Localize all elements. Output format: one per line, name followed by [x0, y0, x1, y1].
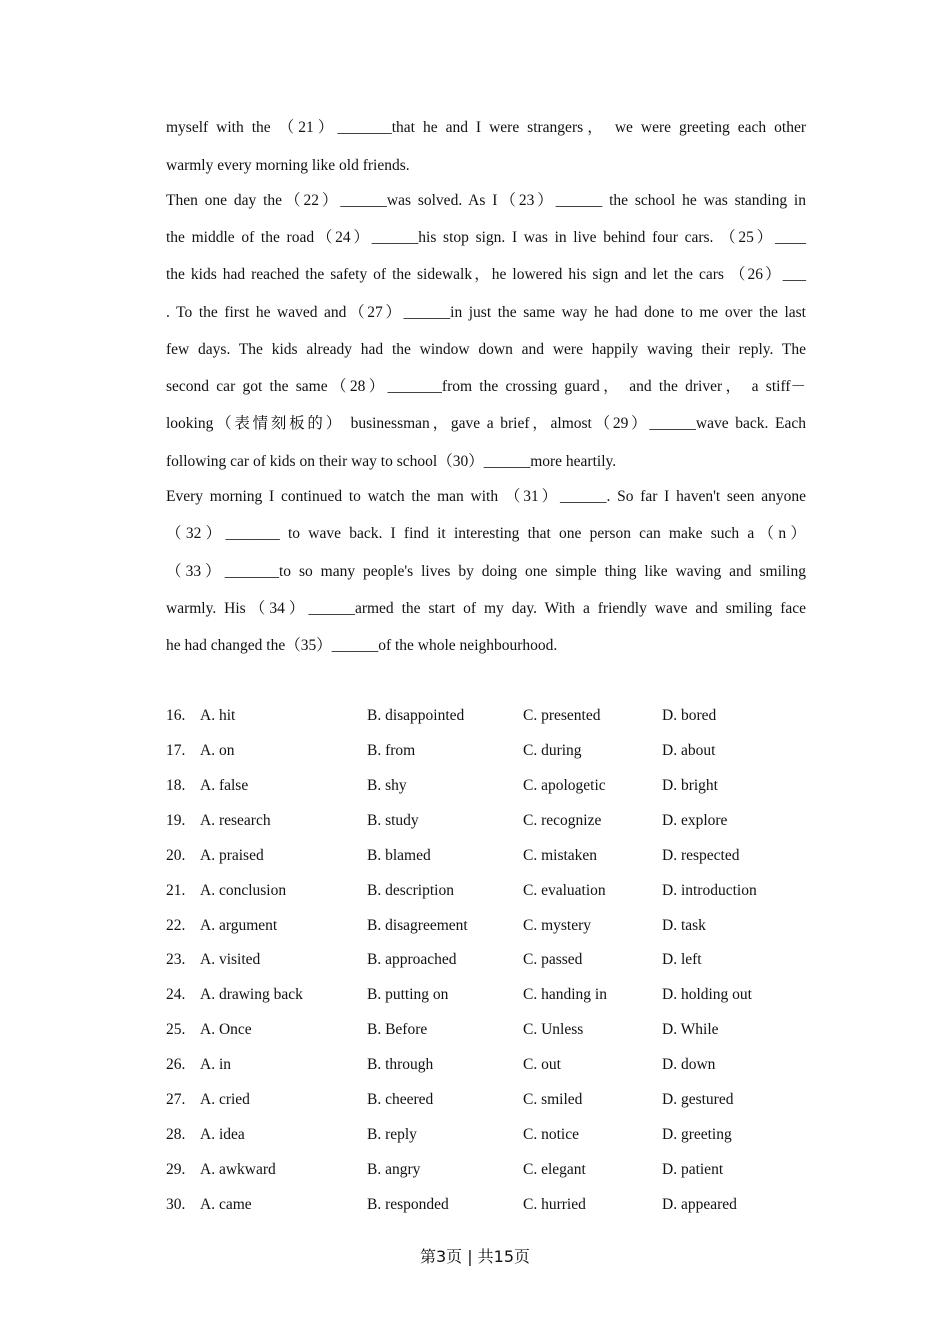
option-c: C. notice [523, 1126, 579, 1143]
passage-line: warmly. His（34）______armed the start of my day. With a friendly wave and smiling face [166, 600, 806, 617]
option-c: C. evaluation [523, 882, 606, 899]
option-a: A. research [200, 812, 271, 829]
option-b: B. shy [367, 777, 407, 794]
option-d: D. bored [662, 707, 717, 724]
passage-line: following car of kids on their way to school（30）______more heartily. [166, 453, 617, 470]
question-number: 23. [166, 951, 186, 968]
option-c: C. during [523, 742, 582, 759]
option-b: B. blamed [367, 847, 431, 864]
question-row [166, 706, 806, 726]
option-b: B. cheered [367, 1091, 434, 1108]
option-d: D. respected [662, 847, 740, 864]
option-b: B. reply [367, 1126, 417, 1143]
option-a: A. cried [200, 1091, 250, 1108]
question-number: 30. [166, 1196, 186, 1213]
option-c: C. hurried [523, 1196, 586, 1213]
question-number: 17. [166, 742, 186, 759]
option-c: C. recognize [523, 812, 602, 829]
option-d: D. holding out [662, 986, 752, 1003]
option-a: A. on [200, 742, 235, 759]
passage-line: myself with the （21）_______that he and I were strangers， we were greeting each other [166, 119, 806, 136]
question-row [166, 776, 806, 796]
option-c: C. mystery [523, 917, 592, 934]
passage-line: he had changed the（35）______of the whole neighbourhood. [166, 637, 558, 654]
question-number: 16. [166, 707, 186, 724]
question-row [166, 1090, 806, 1110]
option-c: C. apologetic [523, 777, 606, 794]
option-a: A. false [200, 777, 249, 794]
option-b: B. Before [367, 1021, 428, 1038]
question-number: 29. [166, 1161, 186, 1178]
option-b: B. approached [367, 951, 457, 968]
option-a: A. Once [200, 1021, 252, 1038]
option-c: C. presented [523, 707, 601, 724]
option-c: C. out [523, 1056, 561, 1073]
option-a: A. came [200, 1196, 252, 1213]
passage-line: （32）_______ to wave back. I find it interesting that one person can make such a（n） [166, 525, 806, 542]
question-row [166, 881, 806, 901]
option-d: D. bright [662, 777, 718, 794]
option-a: A. in [200, 1056, 231, 1073]
option-a: A. praised [200, 847, 264, 864]
option-d: D. explore [662, 812, 728, 829]
option-d: D. appeared [662, 1196, 737, 1213]
option-d: D. While [662, 1021, 719, 1038]
option-b: B. responded [367, 1196, 449, 1213]
question-number: 19. [166, 812, 186, 829]
question-number: 20. [166, 847, 186, 864]
question-number: 25. [166, 1021, 186, 1038]
option-d: D. patient [662, 1161, 724, 1178]
option-c: C. Unless [523, 1021, 584, 1038]
option-b: B. angry [367, 1161, 421, 1178]
option-b: B. putting on [367, 986, 449, 1003]
option-b: B. disagreement [367, 917, 468, 934]
passage-line: （33）_______to so many people's lives by doing one simple thing like waving and smiling [166, 563, 806, 580]
option-a: A. hit [200, 707, 236, 724]
question-number: 28. [166, 1126, 186, 1143]
question-row [166, 1195, 806, 1215]
option-b: B. through [367, 1056, 434, 1073]
option-d: D. about [662, 742, 716, 759]
passage-line: second car got the same（28）_______from the crossing guard， and the driver， a stiff－ [166, 378, 806, 395]
option-d: D. gestured [662, 1091, 734, 1108]
passage-line: looking（表情刻板的） businessman，gave a brief，almost（29）______wave back. Each [166, 415, 806, 432]
option-a: A. idea [200, 1126, 245, 1143]
passage-line: the kids had reached the safety of the sidewalk，he lowered his sign and let the cars （26）___ [166, 266, 806, 283]
option-b: B. disappointed [367, 707, 465, 724]
option-c: C. smiled [523, 1091, 583, 1108]
option-a: A. visited [200, 951, 261, 968]
question-row [166, 985, 806, 1005]
option-d: D. greeting [662, 1126, 732, 1143]
page-footer: 第3页 | 共15页 [419, 1247, 531, 1266]
option-a: A. drawing back [200, 986, 303, 1003]
passage-line: warmly every morning like old friends. [166, 157, 410, 174]
question-number: 24. [166, 986, 186, 1003]
passage-line: Every morning I continued to watch the man with （31）______. So far I haven't seen anyone [166, 488, 806, 505]
option-b: B. description [367, 882, 454, 899]
option-d: D. task [662, 917, 706, 934]
question-row [166, 811, 806, 831]
option-d: D. introduction [662, 882, 757, 899]
question-row [166, 1020, 806, 1040]
question-row [166, 950, 806, 970]
question-row [166, 1125, 806, 1145]
option-c: C. handing in [523, 986, 607, 1003]
option-c: C. passed [523, 951, 583, 968]
option-b: B. from [367, 742, 416, 759]
question-row [166, 916, 806, 936]
option-a: A. argument [200, 917, 278, 934]
passage-line: few days. The kids already had the window down and were happily waving their reply. The [166, 341, 806, 358]
option-d: D. left [662, 951, 702, 968]
option-a: A. awkward [200, 1161, 276, 1178]
option-c: C. mistaken [523, 847, 598, 864]
question-row [166, 846, 806, 866]
passage-line: the middle of the road（24）______his stop sign. I was in live behind four cars. （25）____ [166, 229, 806, 246]
passage-line: Then one day the（22）______was solved. As I（23）______ the school he was standing in [166, 192, 806, 209]
question-row [166, 1160, 806, 1180]
question-number: 26. [166, 1056, 186, 1073]
option-a: A. conclusion [200, 882, 287, 899]
question-number: 22. [166, 917, 186, 934]
question-row [166, 1055, 806, 1075]
option-c: C. elegant [523, 1161, 586, 1178]
passage-line: . To the first he waved and（27）______in just the same way he had done to me over the last [166, 304, 806, 321]
question-number: 21. [166, 882, 186, 899]
option-d: D. down [662, 1056, 716, 1073]
question-number: 18. [166, 777, 186, 794]
question-row [166, 741, 806, 761]
option-b: B. study [367, 812, 419, 829]
question-number: 27. [166, 1091, 186, 1108]
